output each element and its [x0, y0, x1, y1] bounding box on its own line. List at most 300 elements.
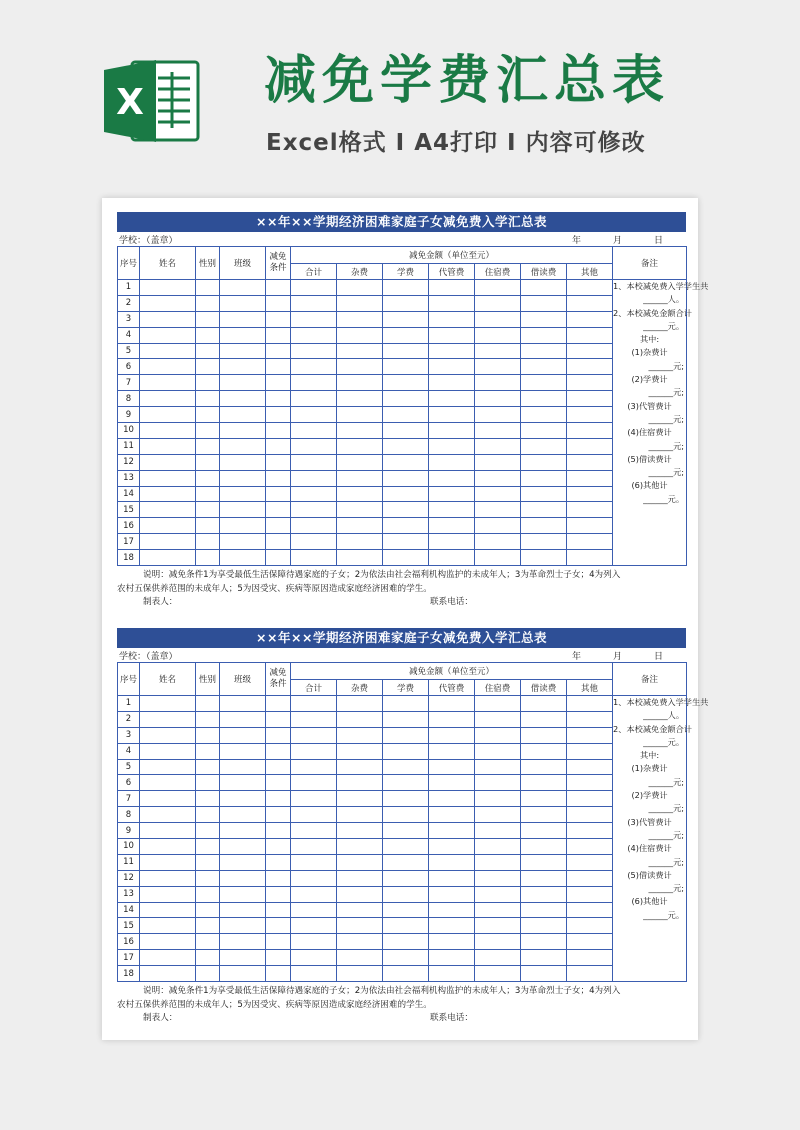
- table-cell[interactable]: [337, 550, 383, 566]
- table-cell[interactable]: [521, 743, 567, 759]
- table-cell[interactable]: [220, 743, 266, 759]
- table-cell[interactable]: [383, 854, 429, 870]
- table-cell[interactable]: [567, 534, 613, 550]
- table-cell[interactable]: [429, 502, 475, 518]
- table-cell[interactable]: [521, 550, 567, 566]
- table-cell[interactable]: [291, 486, 337, 502]
- table-cell[interactable]: [140, 343, 196, 359]
- table-cell[interactable]: [521, 423, 567, 439]
- table-cell[interactable]: [337, 454, 383, 470]
- table-cell[interactable]: [196, 823, 220, 839]
- table-cell[interactable]: [266, 375, 291, 391]
- table-cell[interactable]: [337, 470, 383, 486]
- table-cell[interactable]: [220, 502, 266, 518]
- table-cell[interactable]: [220, 407, 266, 423]
- table-cell[interactable]: [266, 327, 291, 343]
- table-cell[interactable]: [383, 839, 429, 855]
- table-cell[interactable]: [220, 950, 266, 966]
- table-cell[interactable]: [475, 807, 521, 823]
- table-cell[interactable]: [196, 966, 220, 982]
- table-cell[interactable]: [220, 486, 266, 502]
- table-cell[interactable]: [337, 711, 383, 727]
- table-cell[interactable]: [266, 359, 291, 375]
- table-cell[interactable]: [140, 518, 196, 534]
- table-cell[interactable]: [383, 743, 429, 759]
- table-cell[interactable]: [196, 886, 220, 902]
- table-cell[interactable]: [196, 902, 220, 918]
- table-cell[interactable]: [475, 918, 521, 934]
- table-cell[interactable]: [140, 375, 196, 391]
- table-cell[interactable]: [567, 518, 613, 534]
- table-cell[interactable]: [429, 950, 475, 966]
- table-cell[interactable]: [266, 854, 291, 870]
- table-cell[interactable]: [220, 470, 266, 486]
- table-cell[interactable]: [220, 727, 266, 743]
- table-cell[interactable]: [567, 870, 613, 886]
- table-cell[interactable]: [475, 470, 521, 486]
- table-cell[interactable]: [196, 759, 220, 775]
- table-cell[interactable]: [521, 950, 567, 966]
- table-cell[interactable]: [291, 854, 337, 870]
- table-cell[interactable]: [266, 280, 291, 296]
- table-cell[interactable]: [475, 854, 521, 870]
- table-cell[interactable]: [337, 327, 383, 343]
- table-cell[interactable]: [567, 486, 613, 502]
- table-cell[interactable]: [266, 807, 291, 823]
- table-cell[interactable]: [567, 280, 613, 296]
- table-cell[interactable]: [220, 295, 266, 311]
- table-cell[interactable]: [475, 934, 521, 950]
- table-cell[interactable]: [429, 854, 475, 870]
- table-cell[interactable]: [220, 791, 266, 807]
- table-cell[interactable]: [140, 966, 196, 982]
- table-cell[interactable]: [567, 343, 613, 359]
- table-cell[interactable]: [337, 518, 383, 534]
- table-cell[interactable]: [196, 407, 220, 423]
- table-cell[interactable]: [196, 775, 220, 791]
- table-cell[interactable]: [337, 486, 383, 502]
- table-cell[interactable]: [140, 854, 196, 870]
- table-cell[interactable]: [567, 902, 613, 918]
- table-cell[interactable]: [291, 727, 337, 743]
- table-cell[interactable]: [266, 743, 291, 759]
- table-cell[interactable]: [196, 518, 220, 534]
- table-cell[interactable]: [521, 534, 567, 550]
- table-cell[interactable]: [266, 902, 291, 918]
- table-cell[interactable]: [220, 359, 266, 375]
- table-cell[interactable]: [266, 918, 291, 934]
- table-cell[interactable]: [140, 791, 196, 807]
- table-cell[interactable]: [475, 311, 521, 327]
- table-cell[interactable]: [140, 359, 196, 375]
- table-cell[interactable]: [383, 502, 429, 518]
- table-cell[interactable]: [291, 518, 337, 534]
- table-cell[interactable]: [521, 966, 567, 982]
- table-cell[interactable]: [429, 454, 475, 470]
- table-cell[interactable]: [220, 823, 266, 839]
- table-cell[interactable]: [429, 343, 475, 359]
- table-cell[interactable]: [266, 696, 291, 712]
- table-cell[interactable]: [140, 870, 196, 886]
- table-cell[interactable]: [567, 839, 613, 855]
- table-cell[interactable]: [429, 886, 475, 902]
- table-cell[interactable]: [337, 950, 383, 966]
- table-cell[interactable]: [337, 407, 383, 423]
- table-cell[interactable]: [429, 823, 475, 839]
- table-cell[interactable]: [337, 391, 383, 407]
- table-cell[interactable]: [567, 423, 613, 439]
- table-cell[interactable]: [266, 775, 291, 791]
- table-cell[interactable]: [475, 886, 521, 902]
- table-cell[interactable]: [140, 423, 196, 439]
- table-cell[interactable]: [220, 375, 266, 391]
- table-cell[interactable]: [266, 839, 291, 855]
- table-cell[interactable]: [196, 454, 220, 470]
- table-cell[interactable]: [291, 534, 337, 550]
- table-cell[interactable]: [521, 327, 567, 343]
- table-cell[interactable]: [521, 375, 567, 391]
- table-cell[interactable]: [291, 886, 337, 902]
- table-cell[interactable]: [291, 359, 337, 375]
- table-cell[interactable]: [429, 311, 475, 327]
- table-cell[interactable]: [567, 550, 613, 566]
- table-cell[interactable]: [521, 407, 567, 423]
- table-cell[interactable]: [429, 918, 475, 934]
- table-cell[interactable]: [567, 295, 613, 311]
- table-cell[interactable]: [521, 918, 567, 934]
- table-cell[interactable]: [196, 327, 220, 343]
- table-cell[interactable]: [140, 454, 196, 470]
- table-cell[interactable]: [567, 807, 613, 823]
- table-cell[interactable]: [383, 950, 429, 966]
- table-cell[interactable]: [383, 823, 429, 839]
- table-cell[interactable]: [475, 870, 521, 886]
- table-cell[interactable]: [196, 854, 220, 870]
- table-cell[interactable]: [521, 343, 567, 359]
- table-cell[interactable]: [266, 343, 291, 359]
- table-cell[interactable]: [383, 311, 429, 327]
- table-cell[interactable]: [266, 295, 291, 311]
- table-cell[interactable]: [220, 550, 266, 566]
- table-cell[interactable]: [383, 550, 429, 566]
- table-cell[interactable]: [337, 343, 383, 359]
- table-cell[interactable]: [567, 711, 613, 727]
- table-cell[interactable]: [383, 791, 429, 807]
- table-cell[interactable]: [475, 791, 521, 807]
- table-cell[interactable]: [429, 839, 475, 855]
- table-cell[interactable]: [266, 438, 291, 454]
- table-cell[interactable]: [266, 886, 291, 902]
- table-cell[interactable]: [475, 966, 521, 982]
- table-cell[interactable]: [220, 918, 266, 934]
- table-cell[interactable]: [521, 902, 567, 918]
- table-cell[interactable]: [383, 486, 429, 502]
- table-cell[interactable]: [475, 823, 521, 839]
- table-cell[interactable]: [383, 407, 429, 423]
- table-cell[interactable]: [266, 759, 291, 775]
- table-cell[interactable]: [429, 550, 475, 566]
- table-cell[interactable]: [383, 391, 429, 407]
- table-cell[interactable]: [220, 534, 266, 550]
- table-cell[interactable]: [383, 759, 429, 775]
- table-cell[interactable]: [475, 391, 521, 407]
- table-cell[interactable]: [567, 775, 613, 791]
- table-cell[interactable]: [266, 454, 291, 470]
- table-cell[interactable]: [383, 711, 429, 727]
- table-cell[interactable]: [291, 950, 337, 966]
- table-cell[interactable]: [266, 950, 291, 966]
- table-cell[interactable]: [140, 934, 196, 950]
- table-cell[interactable]: [266, 407, 291, 423]
- table-cell[interactable]: [220, 391, 266, 407]
- table-cell[interactable]: [521, 486, 567, 502]
- table-cell[interactable]: [291, 775, 337, 791]
- table-cell[interactable]: [220, 343, 266, 359]
- table-cell[interactable]: [140, 775, 196, 791]
- table-cell[interactable]: [521, 391, 567, 407]
- table-cell[interactable]: [475, 280, 521, 296]
- table-cell[interactable]: [220, 518, 266, 534]
- table-cell[interactable]: [383, 870, 429, 886]
- table-cell[interactable]: [475, 727, 521, 743]
- table-cell[interactable]: [383, 423, 429, 439]
- table-cell[interactable]: [291, 423, 337, 439]
- table-cell[interactable]: [429, 870, 475, 886]
- table-cell[interactable]: [429, 696, 475, 712]
- table-cell[interactable]: [266, 391, 291, 407]
- table-cell[interactable]: [291, 454, 337, 470]
- table-cell[interactable]: [429, 407, 475, 423]
- table-cell[interactable]: [429, 727, 475, 743]
- table-cell[interactable]: [521, 518, 567, 534]
- table-cell[interactable]: [220, 966, 266, 982]
- table-cell[interactable]: [475, 696, 521, 712]
- table-cell[interactable]: [521, 711, 567, 727]
- table-cell[interactable]: [429, 470, 475, 486]
- table-cell[interactable]: [567, 375, 613, 391]
- table-cell[interactable]: [475, 518, 521, 534]
- table-cell[interactable]: [196, 486, 220, 502]
- table-cell[interactable]: [140, 295, 196, 311]
- table-cell[interactable]: [429, 759, 475, 775]
- table-cell[interactable]: [383, 534, 429, 550]
- table-cell[interactable]: [291, 743, 337, 759]
- table-cell[interactable]: [140, 727, 196, 743]
- table-cell[interactable]: [475, 438, 521, 454]
- table-cell[interactable]: [291, 966, 337, 982]
- table-cell[interactable]: [220, 775, 266, 791]
- table-cell[interactable]: [475, 550, 521, 566]
- table-cell[interactable]: [475, 343, 521, 359]
- table-cell[interactable]: [196, 743, 220, 759]
- table-cell[interactable]: [266, 791, 291, 807]
- table-cell[interactable]: [475, 950, 521, 966]
- table-cell[interactable]: [475, 759, 521, 775]
- table-cell[interactable]: [429, 438, 475, 454]
- table-cell[interactable]: [337, 311, 383, 327]
- table-cell[interactable]: [196, 934, 220, 950]
- table-cell[interactable]: [521, 759, 567, 775]
- table-cell[interactable]: [383, 518, 429, 534]
- table-cell[interactable]: [196, 438, 220, 454]
- table-cell[interactable]: [220, 807, 266, 823]
- table-cell[interactable]: [140, 696, 196, 712]
- table-cell[interactable]: [140, 486, 196, 502]
- table-cell[interactable]: [429, 391, 475, 407]
- table-cell[interactable]: [196, 696, 220, 712]
- table-cell[interactable]: [337, 791, 383, 807]
- table-cell[interactable]: [521, 886, 567, 902]
- table-cell[interactable]: [291, 918, 337, 934]
- table-cell[interactable]: [140, 327, 196, 343]
- table-cell[interactable]: [266, 486, 291, 502]
- table-cell[interactable]: [196, 311, 220, 327]
- table-cell[interactable]: [475, 359, 521, 375]
- table-cell[interactable]: [567, 743, 613, 759]
- table-cell[interactable]: [429, 807, 475, 823]
- table-cell[interactable]: [266, 534, 291, 550]
- table-cell[interactable]: [291, 759, 337, 775]
- table-cell[interactable]: [429, 534, 475, 550]
- table-cell[interactable]: [429, 518, 475, 534]
- table-cell[interactable]: [140, 902, 196, 918]
- table-cell[interactable]: [140, 534, 196, 550]
- table-cell[interactable]: [266, 423, 291, 439]
- table-cell[interactable]: [196, 391, 220, 407]
- table-cell[interactable]: [337, 696, 383, 712]
- table-cell[interactable]: [196, 791, 220, 807]
- table-cell[interactable]: [475, 902, 521, 918]
- table-cell[interactable]: [291, 870, 337, 886]
- table-cell[interactable]: [291, 343, 337, 359]
- table-cell[interactable]: [521, 727, 567, 743]
- table-cell[interactable]: [429, 743, 475, 759]
- table-cell[interactable]: [291, 934, 337, 950]
- table-cell[interactable]: [291, 470, 337, 486]
- table-cell[interactable]: [383, 886, 429, 902]
- table-cell[interactable]: [521, 295, 567, 311]
- table-cell[interactable]: [266, 870, 291, 886]
- table-cell[interactable]: [383, 727, 429, 743]
- table-cell[interactable]: [140, 391, 196, 407]
- table-cell[interactable]: [140, 823, 196, 839]
- table-cell[interactable]: [521, 280, 567, 296]
- table-cell[interactable]: [220, 854, 266, 870]
- table-cell[interactable]: [196, 470, 220, 486]
- table-cell[interactable]: [220, 934, 266, 950]
- table-cell[interactable]: [266, 311, 291, 327]
- table-cell[interactable]: [567, 311, 613, 327]
- table-cell[interactable]: [383, 918, 429, 934]
- table-cell[interactable]: [337, 759, 383, 775]
- table-cell[interactable]: [383, 327, 429, 343]
- table-cell[interactable]: [383, 696, 429, 712]
- table-cell[interactable]: [291, 711, 337, 727]
- table-cell[interactable]: [567, 886, 613, 902]
- table-cell[interactable]: [196, 711, 220, 727]
- table-cell[interactable]: [567, 454, 613, 470]
- table-cell[interactable]: [291, 311, 337, 327]
- table-cell[interactable]: [521, 870, 567, 886]
- table-cell[interactable]: [383, 438, 429, 454]
- table-cell[interactable]: [475, 486, 521, 502]
- table-cell[interactable]: [140, 839, 196, 855]
- table-cell[interactable]: [291, 295, 337, 311]
- table-cell[interactable]: [383, 280, 429, 296]
- table-cell[interactable]: [266, 727, 291, 743]
- table-cell[interactable]: [567, 759, 613, 775]
- table-cell[interactable]: [567, 502, 613, 518]
- table-cell[interactable]: [266, 934, 291, 950]
- table-cell[interactable]: [291, 807, 337, 823]
- table-cell[interactable]: [220, 438, 266, 454]
- table-cell[interactable]: [140, 918, 196, 934]
- table-cell[interactable]: [567, 470, 613, 486]
- table-cell[interactable]: [266, 470, 291, 486]
- table-cell[interactable]: [429, 791, 475, 807]
- table-cell[interactable]: [383, 375, 429, 391]
- table-cell[interactable]: [475, 711, 521, 727]
- table-cell[interactable]: [383, 359, 429, 375]
- table-cell[interactable]: [521, 502, 567, 518]
- table-cell[interactable]: [337, 775, 383, 791]
- table-cell[interactable]: [220, 423, 266, 439]
- table-cell[interactable]: [475, 743, 521, 759]
- table-cell[interactable]: [220, 839, 266, 855]
- table-cell[interactable]: [383, 343, 429, 359]
- table-cell[interactable]: [291, 375, 337, 391]
- table-cell[interactable]: [220, 327, 266, 343]
- table-cell[interactable]: [337, 743, 383, 759]
- table-cell[interactable]: [383, 295, 429, 311]
- table-cell[interactable]: [567, 407, 613, 423]
- table-cell[interactable]: [266, 518, 291, 534]
- table-cell[interactable]: [196, 502, 220, 518]
- table-cell[interactable]: [140, 470, 196, 486]
- table-cell[interactable]: [521, 775, 567, 791]
- table-cell[interactable]: [521, 854, 567, 870]
- table-cell[interactable]: [337, 502, 383, 518]
- table-cell[interactable]: [266, 502, 291, 518]
- table-cell[interactable]: [196, 423, 220, 439]
- table-cell[interactable]: [291, 438, 337, 454]
- table-cell[interactable]: [291, 550, 337, 566]
- table-cell[interactable]: [475, 839, 521, 855]
- table-cell[interactable]: [567, 391, 613, 407]
- table-cell[interactable]: [337, 823, 383, 839]
- table-cell[interactable]: [140, 311, 196, 327]
- table-cell[interactable]: [521, 470, 567, 486]
- table-cell[interactable]: [429, 295, 475, 311]
- table-cell[interactable]: [567, 727, 613, 743]
- table-cell[interactable]: [291, 327, 337, 343]
- table-cell[interactable]: [266, 711, 291, 727]
- table-cell[interactable]: [429, 280, 475, 296]
- table-cell[interactable]: [429, 902, 475, 918]
- table-cell[interactable]: [140, 950, 196, 966]
- table-cell[interactable]: [337, 839, 383, 855]
- table-cell[interactable]: [567, 791, 613, 807]
- table-cell[interactable]: [429, 327, 475, 343]
- table-cell[interactable]: [196, 839, 220, 855]
- table-cell[interactable]: [337, 534, 383, 550]
- table-cell[interactable]: [220, 902, 266, 918]
- table-cell[interactable]: [291, 407, 337, 423]
- table-cell[interactable]: [429, 486, 475, 502]
- table-cell[interactable]: [140, 550, 196, 566]
- table-cell[interactable]: [475, 534, 521, 550]
- table-cell[interactable]: [220, 870, 266, 886]
